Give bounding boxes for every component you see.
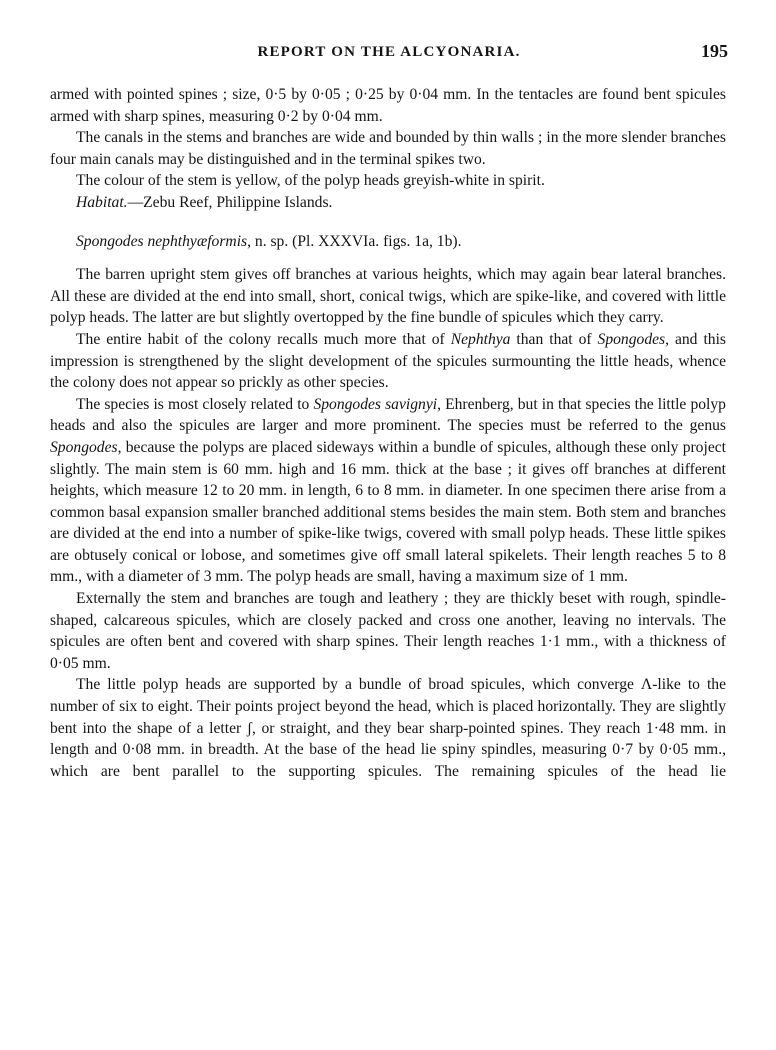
- habitat-text: —Zebu Reef, Philippine Islands.: [127, 193, 333, 211]
- text-run: than that of: [510, 330, 598, 348]
- habitat-label: Habitat.: [76, 193, 128, 211]
- text-run: The species is most closely related to: [76, 395, 314, 413]
- paragraph-externally: Externally the stem and branches are tough and leathery ; they are thickly beset with rough, spindle-shaped, calcareous spicules, which are closely packed and cross one another, leaving no intervals. The spicules are often bent and covered with sharp spines. Their length reaches 1·1 mm., with a thickness of 0·05 mm.: [50, 590, 726, 672]
- habitat-line: [50, 192, 726, 214]
- page-header: [50, 41, 728, 68]
- page-number: 195: [701, 41, 728, 61]
- running-head: REPORT ON THE ALCYONARIA.: [257, 44, 521, 60]
- species-heading: [50, 231, 726, 253]
- paragraph-colour: The colour of the stem is yellow, of the polyp heads greyish-white in spirit.: [76, 172, 545, 190]
- text-run: , Ehrenberg, but in that species the little polyp heads and also the spicules are larger and more prominent. The species must be referred to the genus: [50, 395, 726, 435]
- genus-nephthya: Nephthya: [450, 330, 511, 348]
- paragraph-description: The barren upright stem gives off branches at various heights, which may again bear lateral branches. All these are divided at the end into small, short, conical twigs, which are spike-like, and covered with little polyp heads. The latter are but slightly overtopped by the fine bundle of spicules which they carry.: [50, 266, 726, 327]
- genus-spongodes: Spongodes: [50, 438, 118, 456]
- paragraph-spicules-continued: armed with pointed spines ; size, 0·5 by 0·05 ; 0·25 by 0·04 mm. In the tentacles are found bent spicules armed with sharp spines, measuring 0·2 by 0·04 mm.: [50, 86, 726, 125]
- text-run: The entire habit of the colony recalls much more that of: [76, 330, 451, 348]
- section-gap: [50, 214, 726, 231]
- paragraph-relationship: [50, 394, 726, 588]
- genus-spongodes: Spongodes: [597, 330, 666, 348]
- paragraph-habit: [50, 329, 726, 394]
- species-name: Spongodes nephthyæformis: [76, 232, 248, 250]
- paragraph-polyp-heads: The little polyp heads are supported by a bundle of broad spicules, which converge Λ-like to the number of six to eight. Their points project beyond the head, which is placed horizontally. They are slightly bent into the shape of a letter ʃ, or straight, and they bear sharp-pointed spines. They reach 1·48 mm. in length and 0·08 mm. in breadth. At the base of the head lie spiny spindles, measuring 0·7 by 0·05 mm., which are bent parallel to the supporting spicules. The remaining spicules of the head lie: [50, 676, 726, 780]
- text-run: , and this impression is strengthened by the slight development of the spicules surmounting the little heads, whence the colony does not appear so prickly as other species.: [50, 330, 726, 392]
- text-run: , because the polyps are placed sideways within a bundle of spicules, although these only project slightly. The main stem is 60 mm. high and 16 mm. thick at the base ; it gives off branches at different heights, which measure 12 to 20 mm. in length, 6 to 8 mm. in diameter. In one specimen there arise from a common basal expansion smaller branched additional stems besides the main stem. Both stem and branches are divided at the end into a number of spike-like twigs, covered with small polyp heads. These little spikes are obtusely conical or lobose, and sometimes give off small lateral spikelets. Their length reaches 5 to 8 mm., with a diameter of 3 mm. The polyp heads are small, having a maximum size of 1 mm.: [50, 438, 726, 586]
- species-savignyi: Spongodes savignyi: [313, 395, 438, 413]
- body-text: [50, 84, 726, 782]
- species-reference: , n. sp. (Pl. XXXVIa. figs. 1a, 1b).: [247, 232, 462, 250]
- paragraph-canals: The canals in the stems and branches are wide and bounded by thin walls ; in the more slender branches four main canals may be distinguished and in the terminal spikes two.: [50, 129, 726, 168]
